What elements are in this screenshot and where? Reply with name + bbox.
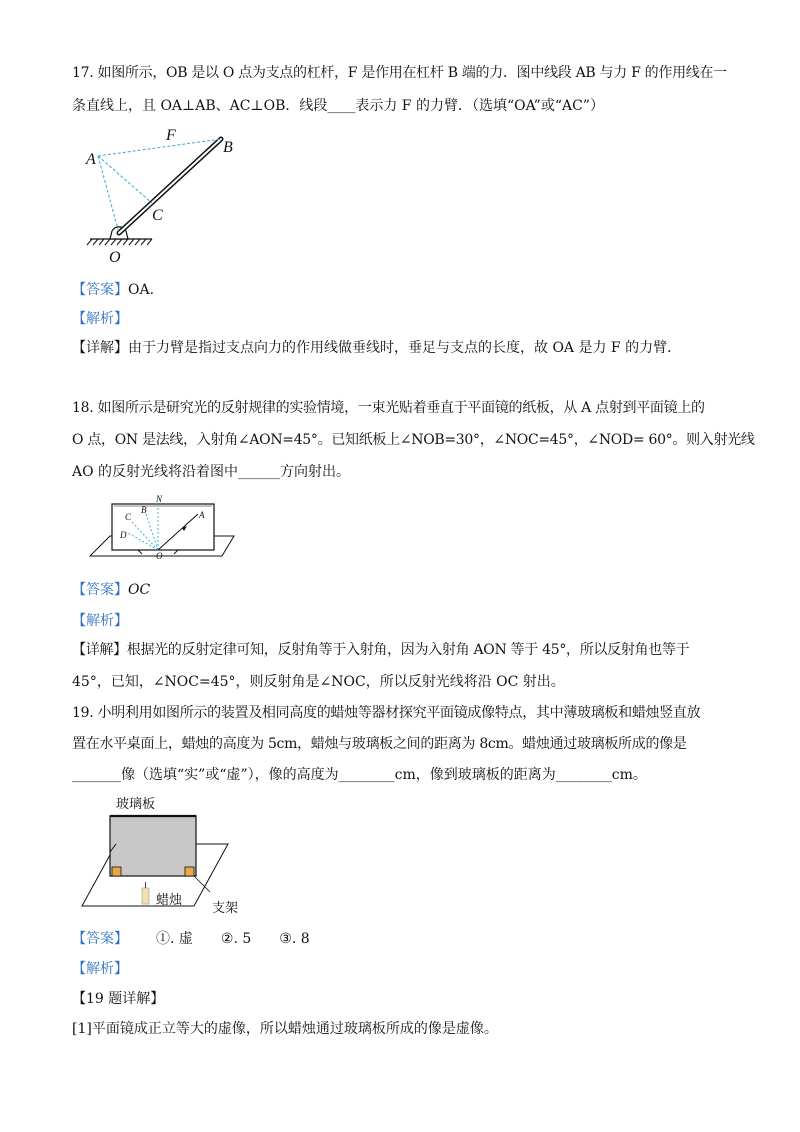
q17-analysis-tag: 【解析】 (72, 311, 128, 327)
q18-label-N: N (156, 494, 163, 504)
q18-detail-tag: 【详解】 (72, 642, 127, 658)
q18-answer-row (72, 581, 150, 599)
q19-answer-2: ②. 5 (220, 931, 252, 947)
q18-label-D: D (120, 530, 127, 540)
q17-lever-figure (82, 124, 252, 269)
q17-label-F: F (166, 127, 176, 144)
q18-stem-line1: 18. 如图所示是研究光的反射规律的实验情境，一束光贴着垂直于平面镜的纸板，从 A 点射到平面镜上的 (72, 400, 705, 416)
q19-label-stand: 支架 (212, 901, 239, 916)
q19-label-glass: 玻璃板 (116, 797, 156, 812)
q17-label-B: B (223, 139, 233, 156)
q18-label-A: A (199, 510, 205, 520)
q18-answer-tag: 【答案】 (72, 582, 128, 598)
q17-label-O: O (109, 249, 121, 266)
q17-detail-text: 由于力臂是指过支点向力的作用线做垂线时，垂足与支点的长度，故 OA 是力 F 的力臂． (128, 340, 682, 356)
q19-detail-tag: 【19 题详解】 (72, 991, 165, 1007)
q19-answer-1: ①. 虚 (156, 931, 193, 947)
q18-detail-line2: 45°，已知，∠NOC=45°，则反射角是∠NOC，所以反射光线将沿 OC 射出。 (72, 674, 565, 690)
q19-stem-line1: 19. 小明利用如图所示的装置及相同高度的蜡烛等器材探究平面镜成像特点，其中薄玻璃板和蜡烛竖直放 (72, 705, 701, 721)
q19-mirror-figure (76, 792, 252, 920)
q17-stem-line2: 条直线上，且 OA⊥AB、AC⊥OB．线段____表示力 F 的力臂．（选填“OA”或“AC”） (72, 98, 604, 114)
q19-answer-tag: 【答案】 (72, 931, 128, 947)
q18-stem-line3: AO 的反射光线将沿着图中______方向射出。 (72, 464, 351, 480)
q18-detail-row (72, 641, 689, 659)
q17-label-C: C (152, 207, 163, 224)
q17-answer-value: OA. (128, 282, 155, 298)
q19-stem-line3: _______像（选填“实”或“虚”），像的高度为________cm，像到玻璃板的距离为________cm。 (72, 767, 647, 783)
q19-label-candle: 蜡烛 (156, 893, 183, 908)
q17-detail-tag: 【详解】 (72, 340, 128, 356)
q19-answer-3: ③. 8 (279, 931, 310, 947)
q19-stem-line2: 置在水平桌面上，蜡烛的高度为 5cm，蜡烛与玻璃板之间的距离为 8cm。蜡烛通过玻璃板所成的像是 (72, 736, 687, 752)
q18-analysis-tag: 【解析】 (72, 613, 128, 629)
q17-detail-row (72, 339, 681, 357)
q18-label-C: C (125, 512, 132, 522)
q18-reflection-figure (86, 492, 246, 562)
q18-label-O: O (156, 551, 163, 561)
q17-answer-row (72, 281, 154, 299)
q18-label-B: B (141, 505, 147, 515)
q18-stem-line2: O 点，ON 是法线，入射角∠AON=45°。已知纸板上∠NOB=30°，∠NOC=45°，∠NOD= 60°。则入射光线 (72, 432, 755, 448)
q17-answer-tag: 【答案】 (72, 282, 128, 298)
q18-answer-value: OC (128, 582, 151, 598)
q18-detail-text-1: 根据光的反射定律可知，反射角等于入射角，因为入射角 AON 等于 45°，所以反射角也等于 (126, 642, 690, 658)
q17-label-A: A (86, 151, 96, 168)
q19-answer-row (72, 930, 310, 948)
q19-analysis-tag: 【解析】 (72, 961, 128, 977)
q19-detail-text: [1]平面镜成正立等大的虚像，所以蜡烛通过玻璃板所成的像是虚像。 (72, 1021, 498, 1037)
q17-stem-line1: 17. 如图所示，OB 是以 O 点为支点的杠杆，F 是作用在杠杆 B 端的力．图中线段 AB 与力 F 的作用线在一 (72, 65, 727, 81)
